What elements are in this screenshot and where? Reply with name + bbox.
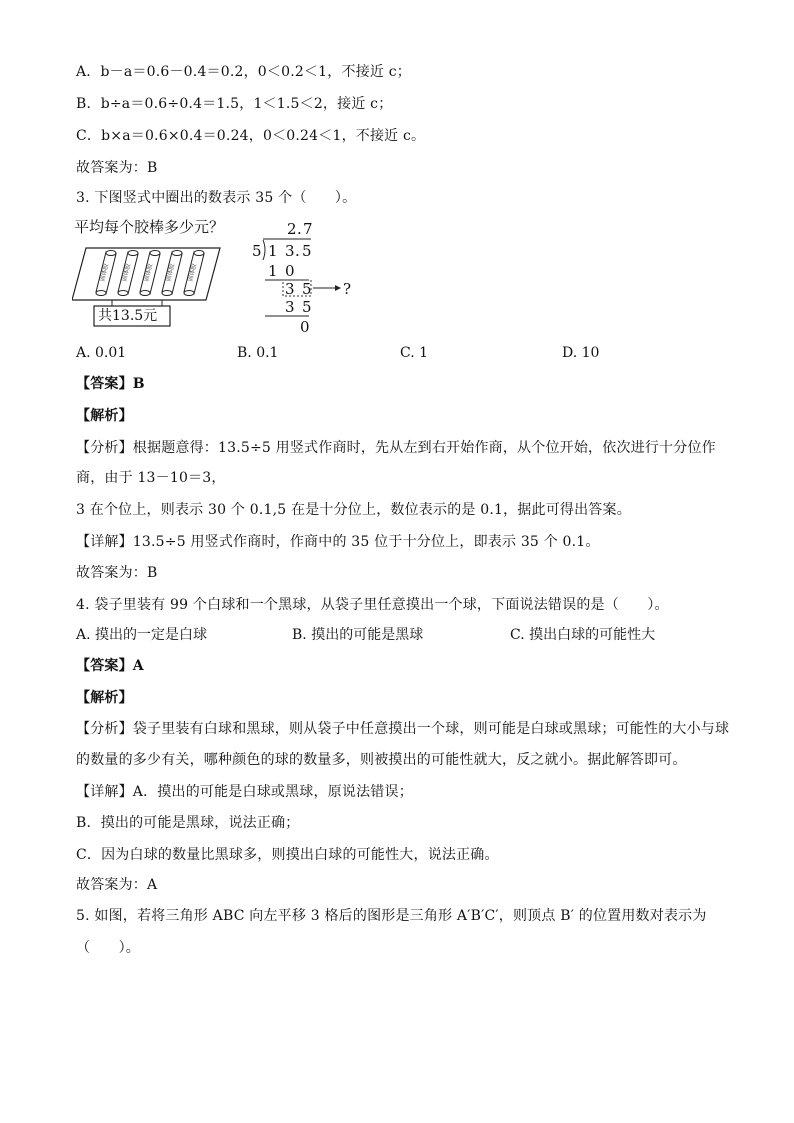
- remainder: 0: [300, 318, 310, 336]
- glue-stick-label: 固体胶: [142, 263, 155, 283]
- quotient-digit: 2: [287, 220, 297, 238]
- q4-detail-line-1: 【详解】A．摸出的可能是白球或黑球，原说法错误；: [76, 784, 413, 800]
- q3-figure: [72, 216, 372, 340]
- quotient-point: .: [297, 220, 302, 238]
- dividend-digit: 3: [285, 242, 295, 260]
- q3-analysis-line-2: 商，由于 13－10＝3，: [76, 470, 226, 486]
- subtract-digit: 1: [268, 262, 278, 280]
- subtract-digit: 0: [285, 262, 295, 280]
- question-4: 4. 袋子里装有 99 个白球和一个黑球，从袋子里任意摸出一个球，下面说法错误的是（ ）。: [76, 597, 669, 613]
- q3-final-answer: 故答案为：B: [76, 565, 158, 581]
- arrow-icon: [335, 285, 341, 291]
- q4-analysis-line-2: 的数量的多少有关，哪种颜色的球的数量多，则被摸出的可能性就大，反之就小。据此解答即可。: [76, 752, 687, 768]
- dividend-point: .: [295, 242, 300, 260]
- option-a-explanation: A．b－a＝0.6－0.4＝0.2，0＜0.2＜1，不接近 c；: [76, 64, 411, 80]
- q4-final-answer: 故答案为：A: [76, 877, 158, 893]
- glue-stick-label: 固体胶: [164, 263, 177, 283]
- dividend-digit: 1: [268, 242, 278, 260]
- q3-analysis-title: 【解析】: [76, 408, 133, 424]
- figure-question-text: 平均每个胶棒多少元？: [74, 218, 225, 236]
- q4-option-c: C. 摸出白球的可能性大: [510, 627, 656, 643]
- question-3: 3. 下图竖式中圈出的数表示 35 个（ ）。: [76, 190, 357, 206]
- option-c-explanation: C．b×a＝0.6×0.4＝0.24，0＜0.24＜1，不接近 c。: [76, 128, 426, 144]
- quotient-digit: 7: [303, 220, 313, 238]
- q3-option-d: D. 10: [562, 345, 600, 361]
- answer-conclusion: 故答案为：B: [76, 160, 158, 176]
- q4-option-b: B. 摸出的可能是黑球: [292, 627, 424, 643]
- circled-digit: 5: [302, 280, 312, 298]
- divisor: 5: [252, 242, 262, 260]
- q4-answer: 【答案】A: [76, 658, 144, 674]
- subtract-digit: 3: [285, 298, 295, 316]
- subtract-digit: 5: [302, 298, 312, 316]
- q3-option-b: B. 0.1: [237, 345, 279, 361]
- glue-stick-label: 固体胶: [98, 263, 111, 283]
- glue-stick-label: 固体胶: [186, 263, 199, 283]
- q3-analysis-line-3: 3 在个位上，则表示 30 个 0.1,5 在是十分位上，数位表示的是 0.1，据此可得出答案。: [76, 502, 631, 518]
- question-5-line-2: （ ）。: [76, 940, 140, 956]
- q4-detail-line-2: B．摸出的可能是黑球，说法正确；: [76, 815, 300, 831]
- option-b-explanation: B．b÷a＝0.6÷0.4＝1.5，1＜1.5＜2，接近 c；: [76, 96, 393, 112]
- q3-option-c: C. 1: [400, 345, 429, 361]
- q4-option-a: A. 摸出的一定是白球: [76, 627, 208, 643]
- question-5-line-1: 5. 如图，若将三角形 ABC 向左平移 3 格后的图形是三角形 A′B′C′，则顶点 B′ 的位置用数对表示为: [76, 908, 707, 924]
- q3-option-a: A. 0.01: [76, 345, 127, 361]
- q3-analysis-line-1: 【分析】根据题意得：13.5÷5 用竖式作商时，先从左到右开始作商，从个位开始，依次进行十分位作: [76, 440, 716, 456]
- q3-answer: 【答案】B: [76, 376, 145, 392]
- q4-analysis-line-1: 【分析】袋子里装有白球和黑球，则从袋子中任意摸出一个球，则可能是白球或黑球；可能性的大小与球: [76, 721, 730, 737]
- q4-analysis-title: 【解析】: [76, 690, 133, 706]
- arrow-question-mark: ?: [343, 280, 352, 298]
- q4-detail-line-3: C．因为白球的数量比黑球多，则摸出白球的可能性大，说法正确。: [76, 847, 499, 863]
- dividend-digit: 5: [302, 242, 312, 260]
- q3-detail: 【详解】13.5÷5 用竖式作商时，作商中的 35 位于十分位上，即表示 35 个 0.1。: [76, 534, 600, 550]
- glue-stick-label: 固体胶: [120, 263, 133, 283]
- circled-digit: 3: [285, 280, 295, 298]
- price-tag-label: 共13.5元: [98, 308, 158, 324]
